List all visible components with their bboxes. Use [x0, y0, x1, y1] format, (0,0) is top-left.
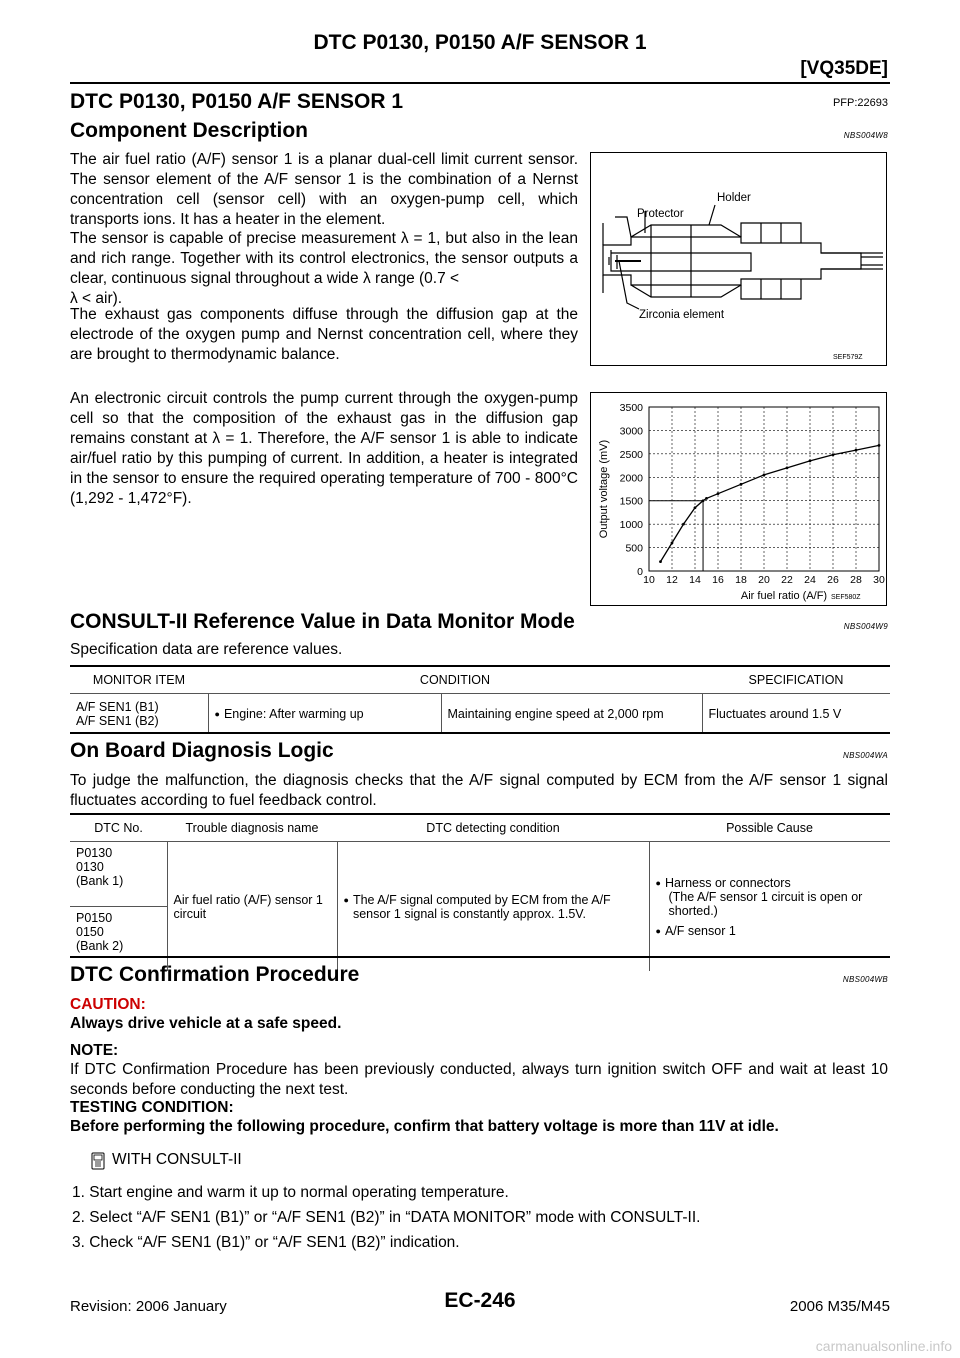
- confirm-code: NBS004WB: [842, 975, 888, 984]
- sensor-cross-section-drawing: [591, 153, 886, 365]
- component-heading: Component Description: [70, 119, 309, 142]
- x-tick-label: 24: [804, 574, 816, 586]
- chart-x-axis-label: Air fuel ratio (A/F): [740, 590, 828, 602]
- note-text: If DTC Confirmation Procedure has been previously conducted, always turn ignition switch OFF and wait at least 10 seconds before conducting the next test.: [70, 1061, 888, 1098]
- lambda-symbol: λ: [70, 290, 78, 307]
- chart-y-axis-label: Output voltage (mV): [598, 439, 610, 539]
- lambda-symbol: λ: [212, 430, 221, 447]
- x-tick-label: 30: [873, 574, 885, 586]
- data-point: [702, 499, 705, 502]
- watermark: carmanualsonline.info: [815, 1338, 952, 1354]
- data-point: [763, 474, 766, 477]
- table-header-cell: DTC detecting condition: [337, 815, 649, 842]
- figure1-ref: SEF579Z: [833, 354, 863, 361]
- component-paragraph-1: The air fuel ratio (A/F) sensor 1 is a planar dual-cell limit current sensor. The sensor element of the A/F sensor 1 is the combination of a Nernst concentration cell (sensor cell) with an oxygen-pump cell, which transports ions. It has a heater in the element.: [70, 151, 578, 228]
- y-tick-label: 500: [625, 542, 643, 555]
- x-tick-label: 20: [758, 574, 770, 586]
- monitor-item-cell: A/F SEN1 (B1) A/F SEN1 (B2): [70, 694, 208, 735]
- component-code: NBS004W8: [843, 131, 888, 140]
- dtc-table: [70, 815, 890, 971]
- confirm-heading: DTC Confirmation Procedure: [70, 963, 360, 986]
- obd-intro: To judge the malfunction, the diagnosis checks that the A/F signal computed by ECM from the A/F sensor 1 signal fluctuates according to fuel feedback control.: [70, 772, 888, 809]
- obd-table-bottom-rule: [70, 956, 890, 958]
- output-voltage-chart-figure: [590, 392, 887, 606]
- x-tick-label: 10: [643, 574, 655, 586]
- consult-table-bottom-rule: [70, 732, 890, 734]
- caution-label: CAUTION:: [70, 996, 146, 1013]
- consult-heading: CONSULT-II Reference Value in Data Monitor Mode: [70, 610, 575, 633]
- y-tick-label: 3500: [619, 402, 643, 414]
- data-point: [717, 492, 720, 495]
- detecting-condition-cell: ● The A/F signal computed by ECM from the A/F sensor 1 signal is constantly approx. 1.5V.: [337, 842, 649, 972]
- engine-label: [VQ35DE]: [800, 58, 888, 79]
- y-tick-label: 0: [637, 566, 643, 578]
- table-header-cell: DTC No.: [70, 815, 167, 842]
- table-header-cell: Possible Cause: [649, 815, 890, 842]
- with-consult-heading: WITH CONSULT-II: [112, 1151, 242, 1168]
- page-header-title: DTC P0130, P0150 A/F SENSOR 1: [313, 31, 647, 54]
- table-header-cell: CONDITION: [208, 667, 702, 694]
- page-number: EC-246: [444, 1289, 516, 1312]
- data-point: [786, 467, 789, 470]
- data-point: [694, 506, 697, 509]
- procedure-step-2: 2. Select “A/F SEN1 (B1)” or “A/F SEN1 (B2)” in “DATA MONITOR” mode with CONSULT-II.: [72, 1209, 701, 1226]
- y-tick-label: 1000: [619, 519, 643, 532]
- chart-series: [649, 444, 880, 571]
- condition-detail-cell: Maintaining engine speed at 2,000 rpm: [441, 694, 702, 735]
- note-label: NOTE:: [70, 1042, 119, 1059]
- table-header-cell: SPECIFICATION: [702, 667, 890, 694]
- consult-reference-table: [70, 667, 890, 734]
- data-point: [878, 444, 881, 447]
- y-tick-label: 2500: [619, 448, 643, 461]
- procedure-step-3: 3. Check “A/F SEN1 (B1)” or “A/F SEN1 (B2)” indication.: [72, 1234, 460, 1251]
- series-line: [661, 445, 880, 561]
- testing-condition-label: TESTING CONDITION:: [70, 1099, 234, 1116]
- data-point: [671, 541, 674, 544]
- y-tick-label: 2000: [619, 472, 643, 485]
- x-tick-label: 16: [712, 574, 724, 586]
- table-header-cell: MONITOR ITEM: [70, 667, 208, 694]
- obd-code: NBS004WA: [843, 751, 888, 760]
- header-rule: [70, 82, 890, 84]
- section-title: DTC P0130, P0150 A/F SENSOR 1: [70, 90, 404, 113]
- data-point: [740, 483, 743, 486]
- consult-intro: Specification data are reference values.: [70, 641, 343, 658]
- component-paragraph-4: An electronic circuit controls the pump current through the oxygen-pump cell so that the composition of the exhaust gas in the diffusion gap remains constant at λ = 1. Therefore, the A/F sensor 1 is able to indicate air/fuel ratio by this pumping of current. In addition, a heater is integrated in the sensor to ensure the required operating temperature of 700 - 800°C (1,292 - 1,472°F).: [70, 390, 578, 507]
- data-point: [809, 459, 812, 462]
- data-point: [705, 497, 708, 500]
- chart-grid: [649, 407, 879, 571]
- data-point: [682, 523, 685, 526]
- x-tick-label: 12: [666, 574, 678, 586]
- figure2-ref: SEF580Z: [831, 594, 861, 601]
- y-tick-label: 3000: [619, 425, 643, 438]
- component-paragraph-2: The sensor is capable of precise measurement λ = 1, but also in the lean and rich range. Together with its control electronics, the sensor outputs a clear, continuous signal throughout a wide λ range (0.7 < λ < air).: [70, 230, 578, 307]
- consult-code: NBS004W9: [843, 622, 888, 631]
- data-point: [855, 449, 858, 452]
- specification-cell: Fluctuates around 1.5 V: [708, 707, 842, 721]
- revision-label: Revision: 2006 January: [70, 1298, 227, 1315]
- chart-tick-labels: [620, 402, 885, 586]
- table-row: [70, 842, 890, 907]
- table-header-cell: Trouble diagnosis name: [167, 815, 337, 842]
- y-tick-label: 1500: [619, 495, 643, 508]
- output-voltage-chart: [591, 393, 886, 605]
- x-tick-label: 22: [781, 574, 793, 586]
- holder-label: Holder: [717, 192, 751, 204]
- table-row: [70, 694, 890, 735]
- table-header-row: [70, 815, 890, 842]
- model-label: 2006 M35/M45: [789, 1298, 890, 1315]
- x-tick-label: 14: [689, 574, 701, 586]
- lambda-symbol: λ: [362, 270, 371, 287]
- x-tick-label: 18: [735, 574, 747, 586]
- sensor-diagram-figure: [590, 152, 887, 366]
- table-header-row: [70, 667, 890, 694]
- lambda-symbol: λ: [400, 230, 409, 247]
- protector-label: Protector: [637, 208, 684, 220]
- data-point: [659, 560, 662, 563]
- x-tick-label: 26: [827, 574, 839, 586]
- component-paragraph-3: The exhaust gas components diffuse through the diffusion gap at the electrode of the oxygen pump and Nernst concentration cell, where they are brought to thermodynamic balance.: [70, 306, 578, 363]
- dtc-number-cell-bank1: P0130 0130 (Bank 1): [70, 842, 167, 907]
- caution-text: Always drive vehicle at a safe speed.: [70, 1015, 342, 1032]
- consult-tool-icon: [88, 1151, 108, 1171]
- condition-cell: ● Engine: After warming up: [208, 694, 441, 735]
- testing-condition-text: Before performing the following procedure, confirm that battery voltage is more than 11V at idle.: [70, 1118, 779, 1135]
- dtc-number-cell-bank2: P0150 0150 (Bank 2): [70, 907, 167, 972]
- trouble-name-cell: Air fuel ratio (A/F) sensor 1 circuit: [167, 842, 337, 972]
- data-point: [832, 453, 835, 456]
- obd-heading: On Board Diagnosis Logic: [70, 739, 334, 762]
- x-tick-label: 28: [850, 574, 862, 586]
- pfp-code: PFP:22693: [832, 97, 888, 109]
- zirconia-label: Zirconia element: [639, 309, 725, 321]
- procedure-step-1: 1. Start engine and warm it up to normal operating temperature.: [72, 1184, 509, 1201]
- possible-cause-cell: ● Harness or connectors (The A/F sensor 1 circuit is open or shorted.) ● A/F sensor 1: [649, 842, 890, 972]
